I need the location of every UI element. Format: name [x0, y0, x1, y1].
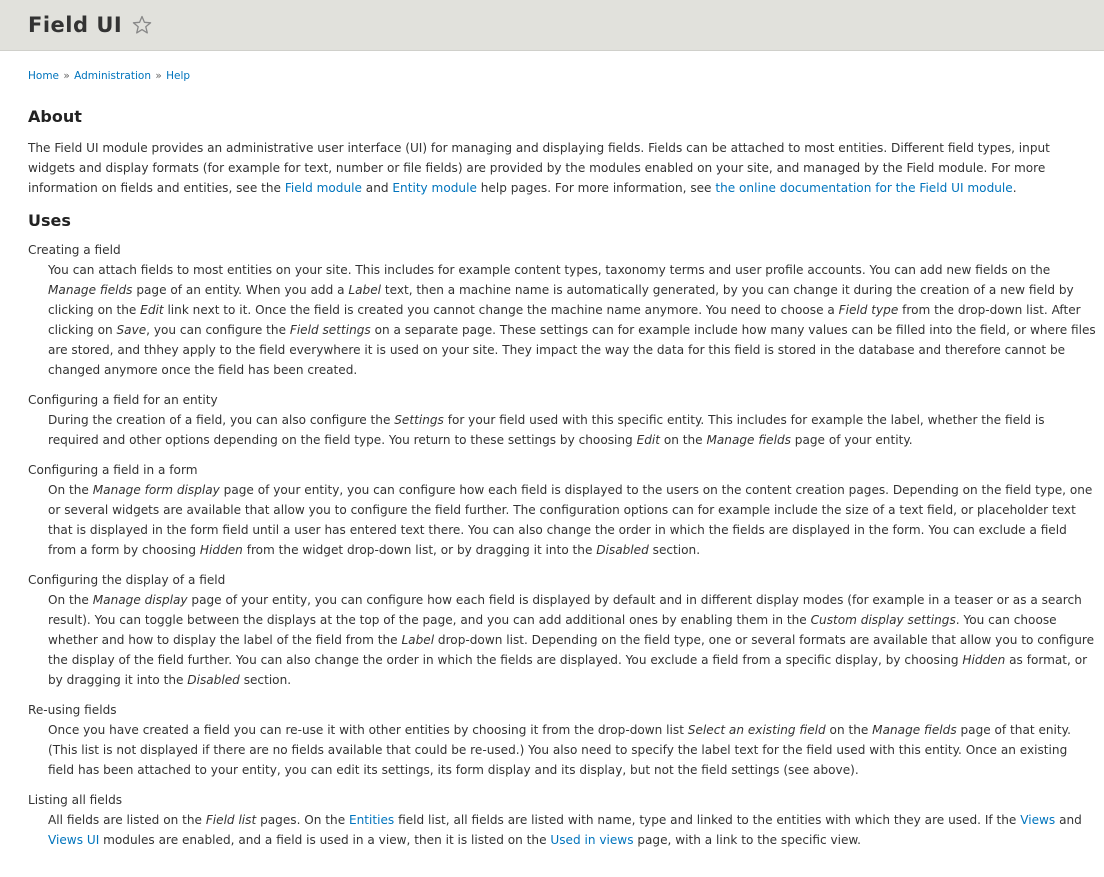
views-link[interactable]: Views	[1020, 813, 1056, 827]
page-header	[0, 0, 1104, 51]
breadcrumb-help-link[interactable]: Help	[166, 70, 191, 82]
reusing-fields-description: Once you have created a field you can re-use it with other entities by choosing it from the drop-down list Select an existing field on the Manage fields page of that enity. (This list is not displayed if there are no fields available that could be re-used.) You also need to specify the label text for the field used with this entity. Once an existing field has been attached to your entity, you can edit its settings, its form display and its display, but not the field settings (see above).	[48, 723, 1071, 777]
breadcrumb-home-link[interactable]: Home	[28, 70, 60, 82]
online-documentation-link[interactable]: the online documentation for the Field UI module	[715, 181, 1013, 195]
creating-field-description: You can attach fields to most entities on your site. This includes for example content types, taxonomy terms and user profile accounts. You can add new fields on the Manage fields page of an entity. When you add a Label text, then a machine name is automatically generated, by you can change it during the creation of a new field by clicking on the Edit link next to it. Once the field is created you cannot change the machine name anymore. You need to choose a Field type from the drop-down list. After clicking on Save, you can configure the Field settings on a separate page. These settings can for example include how many values can be filled into the field, or where files are stored, and thhey apply to the field everywhere it is used on your site. They impact the way the data for this field is stored in the database and therefore cannot be changed anymore once the field has been created.	[48, 263, 1096, 377]
reusing-fields-term: Re-using fields	[28, 703, 117, 717]
breadcrumb-administration-link[interactable]: Administration	[74, 70, 151, 82]
uses-list	[28, 240, 1097, 850]
configuring-entity-term: Configuring a field for an entity	[28, 393, 218, 407]
used-in-views-link[interactable]: Used in views	[550, 833, 634, 847]
breadcrumb	[28, 70, 1104, 82]
configuring-form-term: Configuring a field in a form	[28, 463, 198, 477]
listing-fields-term: Listing all fields	[28, 793, 123, 807]
configuring-display-description: On the Manage display page of your entity, you can configure how each field is displayed by default and in different display modes (for example in a teaser or as a search result). You can toggle between the displays at the top of the page, and you can add additional ones by enabling them in the Custom display settings. You can choose whether and how to display the label of the field from the Label drop-down list. Depending on the field type, one or several formats are available that allow you to configure the display of the field further. You can also change the order in which the fields are displayed. You exclude a field from a specific display, by choosing Hidden as format, or by dragging it into the Disabled section.	[48, 593, 1095, 687]
breadcrumb-separator: »	[155, 70, 162, 82]
entities-link[interactable]: Entities	[348, 813, 395, 827]
breadcrumb-separator: »	[63, 70, 70, 82]
configuring-form-description: On the Manage form display page of your entity, you can configure how each field is displayed to the users on the content creation pages. Depending on the field type, one or several widgets are available that allow you to configure the field further. The configuration options can for example include the size of a text field, or placeholder text that is displayed in the form field until a user has entered text there. You can also change the order in which the fields are displayed in the form. You can exclude a field from a form by choosing Hidden from the widget drop-down list, or by dragging it into the Disabled section.	[48, 483, 1093, 557]
creating-field-term: Creating a field	[28, 243, 121, 257]
about-paragraph: The Field UI module provides an administrative user interface (UI) for managing and displaying fields. Fields can be attached to most entities. Different field types, input widgets and display formats (for example for text, number or file fields) are provided by the modules enabled on your site, and managed by the Field module. For more information on fields and entities, see the Field module and Entity module help pages. For more information, see the online documentation for the Field UI module.	[28, 141, 1050, 195]
star-icon[interactable]	[132, 15, 152, 35]
main-content	[0, 107, 1104, 850]
about-heading: About	[28, 107, 82, 126]
views-ui-link[interactable]: Views UI	[48, 833, 100, 847]
uses-heading: Uses	[28, 211, 71, 230]
field-module-link[interactable]: Field module	[284, 181, 362, 195]
listing-fields-description: All fields are listed on the Field list pages. On the Entities field list, all fields are listed with name, type and linked to the entities with which they are used. If the Views and Views UI modules are enabled, and a field is used in a view, then it is listed on the Used in views page, with a link to the specific view.	[48, 813, 1082, 847]
page-title: Field UI	[28, 13, 123, 37]
entity-module-link[interactable]: Entity module	[392, 181, 477, 195]
configuring-display-term: Configuring the display of a field	[28, 573, 226, 587]
configuring-entity-description: During the creation of a field, you can also configure the Settings for your field used with this specific entity. This includes for example the label, whether the field is required and other options depending on the field type. You return to these settings by choosing Edit on the Manage fields page of your entity.	[48, 413, 1045, 447]
